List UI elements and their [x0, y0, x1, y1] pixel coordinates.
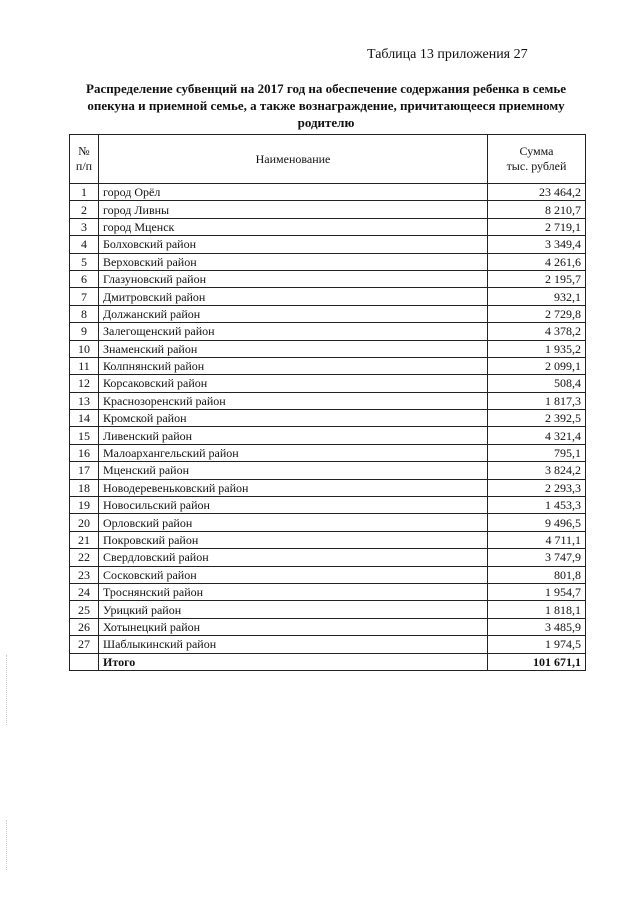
- row-number: 21: [70, 531, 99, 548]
- total-row: [70, 653, 586, 670]
- row-sum: 1 935,2: [488, 340, 586, 357]
- row-name: Кромской район: [99, 410, 488, 427]
- row-sum: 9 496,5: [488, 514, 586, 531]
- row-number: 24: [70, 583, 99, 600]
- row-sum: 23 464,2: [488, 184, 586, 201]
- row-number: 8: [70, 305, 99, 322]
- table-row: [70, 549, 586, 566]
- table-row: [70, 340, 586, 357]
- row-sum: 1 954,7: [488, 583, 586, 600]
- row-sum: 4 378,2: [488, 323, 586, 340]
- row-number: 27: [70, 636, 99, 653]
- row-sum: 3 349,4: [488, 236, 586, 253]
- table-row: [70, 410, 586, 427]
- table-row: [70, 305, 586, 322]
- table-row: [70, 375, 586, 392]
- column-header-sum-line1: Сумма: [519, 144, 554, 158]
- table-row: [70, 323, 586, 340]
- row-number: 1: [70, 184, 99, 201]
- total-number-cell: [70, 653, 99, 670]
- row-name: Мценский район: [99, 462, 488, 479]
- row-number: 14: [70, 410, 99, 427]
- row-name: Орловский район: [99, 514, 488, 531]
- table-row: [70, 583, 586, 600]
- row-name: Корсаковский район: [99, 375, 488, 392]
- row-number: 10: [70, 340, 99, 357]
- column-header-number-line1: №: [78, 144, 90, 158]
- total-label: Итого: [99, 653, 488, 670]
- row-sum: 2 195,7: [488, 270, 586, 287]
- row-number: 2: [70, 201, 99, 218]
- row-sum: 2 099,1: [488, 357, 586, 374]
- row-number: 26: [70, 618, 99, 635]
- row-sum: 801,8: [488, 566, 586, 583]
- row-name: Малоархангельский район: [99, 444, 488, 461]
- row-number: 7: [70, 288, 99, 305]
- row-number: 4: [70, 236, 99, 253]
- row-name: город Ливны: [99, 201, 488, 218]
- row-name: Шаблыкинский район: [99, 636, 488, 653]
- row-sum: 4 711,1: [488, 531, 586, 548]
- margin-dots: [6, 820, 8, 870]
- table-row: [70, 392, 586, 409]
- table-row: [70, 201, 586, 218]
- total-sum: 101 671,1: [488, 653, 586, 670]
- row-number: 20: [70, 514, 99, 531]
- table-row: [70, 462, 586, 479]
- row-name: Хотынецкий район: [99, 618, 488, 635]
- row-number: 23: [70, 566, 99, 583]
- row-number: 3: [70, 218, 99, 235]
- row-number: 16: [70, 444, 99, 461]
- column-header-sum: [488, 135, 586, 184]
- table-row: [70, 636, 586, 653]
- row-number: 17: [70, 462, 99, 479]
- column-header-number: [70, 135, 99, 184]
- row-sum: 3 747,9: [488, 549, 586, 566]
- row-name: Глазуновский район: [99, 270, 488, 287]
- row-sum: 8 210,7: [488, 201, 586, 218]
- table-row: [70, 288, 586, 305]
- table-row: [70, 601, 586, 618]
- row-name: Ливенский район: [99, 427, 488, 444]
- row-name: Колпнянский район: [99, 357, 488, 374]
- row-name: Свердловский район: [99, 549, 488, 566]
- table-row: [70, 253, 586, 270]
- table-row: [70, 514, 586, 531]
- table-row: [70, 357, 586, 374]
- row-number: 9: [70, 323, 99, 340]
- row-name: Должанский район: [99, 305, 488, 322]
- row-sum: 795,1: [488, 444, 586, 461]
- row-sum: 1 817,3: [488, 392, 586, 409]
- subsidy-table: [69, 134, 586, 671]
- row-sum: 3 824,2: [488, 462, 586, 479]
- appendix-label: Таблица 13 приложения 27: [367, 47, 528, 62]
- row-sum: 3 485,9: [488, 618, 586, 635]
- row-number: 25: [70, 601, 99, 618]
- row-sum: 932,1: [488, 288, 586, 305]
- row-name: Болховский район: [99, 236, 488, 253]
- margin-dots: [6, 655, 8, 725]
- row-name: Покровский район: [99, 531, 488, 548]
- row-sum: 2 293,3: [488, 479, 586, 496]
- row-number: 13: [70, 392, 99, 409]
- row-sum: 2 392,5: [488, 410, 586, 427]
- table-row: [70, 444, 586, 461]
- row-name: Краснозоренский район: [99, 392, 488, 409]
- row-number: 19: [70, 497, 99, 514]
- row-name: Новосильский район: [99, 497, 488, 514]
- row-sum: 1 453,3: [488, 497, 586, 514]
- table-row: [70, 236, 586, 253]
- table-row: [70, 427, 586, 444]
- table-row: [70, 531, 586, 548]
- table-row: [70, 218, 586, 235]
- row-number: 22: [70, 549, 99, 566]
- row-number: 18: [70, 479, 99, 496]
- row-name: Урицкий район: [99, 601, 488, 618]
- row-number: 6: [70, 270, 99, 287]
- table-body: [70, 184, 586, 671]
- row-number: 12: [70, 375, 99, 392]
- row-sum: 2 729,8: [488, 305, 586, 322]
- column-header-sum-line2: тыс. рублей: [506, 159, 567, 173]
- table-row: [70, 479, 586, 496]
- table-row: [70, 566, 586, 583]
- table-row: [70, 497, 586, 514]
- row-number: 5: [70, 253, 99, 270]
- row-name: Залегощенский район: [99, 323, 488, 340]
- row-number: 15: [70, 427, 99, 444]
- column-header-name: Наименование: [99, 135, 488, 184]
- row-name: Верховский район: [99, 253, 488, 270]
- row-sum: 508,4: [488, 375, 586, 392]
- table-row: [70, 618, 586, 635]
- column-header-number-line2: п/п: [75, 159, 93, 173]
- row-name: Знаменский район: [99, 340, 488, 357]
- row-sum: 1 818,1: [488, 601, 586, 618]
- row-sum: 1 974,5: [488, 636, 586, 653]
- table-row: [70, 270, 586, 287]
- row-number: 11: [70, 357, 99, 374]
- row-name: Троснянский район: [99, 583, 488, 600]
- row-name: Новодеревеньковский район: [99, 479, 488, 496]
- row-name: Сосковский район: [99, 566, 488, 583]
- row-sum: 4 261,6: [488, 253, 586, 270]
- row-name: Дмитровский район: [99, 288, 488, 305]
- row-sum: 2 719,1: [488, 218, 586, 235]
- row-name: город Мценск: [99, 218, 488, 235]
- row-sum: 4 321,4: [488, 427, 586, 444]
- table-header-row: [70, 135, 586, 184]
- row-name: город Орёл: [99, 184, 488, 201]
- document-title: Распределение субвенций на 2017 год на обеспечение содержания ребенка в семье опекуна и приемной семье, а также вознаграждение, причитающееся приемному родителю: [86, 81, 566, 130]
- table-row: [70, 184, 586, 201]
